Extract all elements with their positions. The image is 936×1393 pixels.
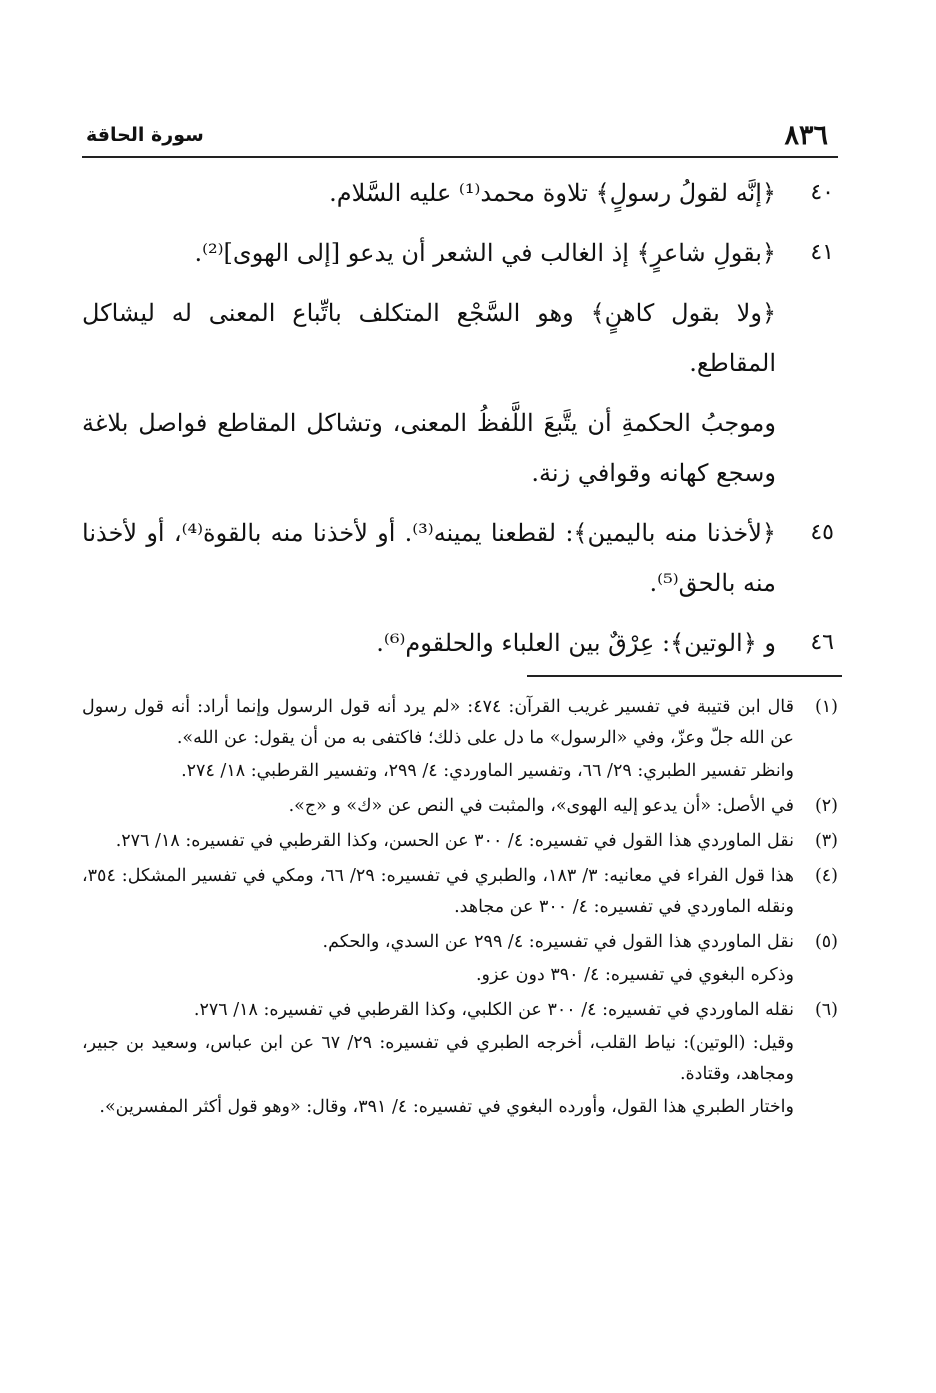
footnote-text: نقله الماوردي في تفسيره: ٤/ ٣٠٠ عن الكلبي، وكذا القرطبي في تفسيره: ١٨/ ٢٧٦.	[193, 1000, 794, 1020]
footnote-separator	[527, 675, 842, 677]
footnote-number: (٦)	[814, 1000, 838, 1020]
verse-commentary: ﴿إنَّه لقولُ رسولٍ﴾ تلاوة محمد⁽¹⁾ عليه السَّلام.	[329, 179, 776, 207]
footnote-text: وذكره البغوي في تفسيره: ٤/ ٣٩٠ دون عزو.	[475, 965, 794, 985]
footnote	[82, 927, 838, 991]
footnote-text: وانظر تفسير الطبري: ٢٩/ ٦٦، وتفسير الماوردي: ٤/ ٢٩٩، وتفسير القرطبي: ١٨/ ٢٧٤.	[181, 761, 794, 781]
footnote	[82, 861, 838, 923]
footnote-text: واختار الطبري هذا القول، وأورده البغوي في تفسيره: ٤/ ٣٩١، وقال: «وهو قول أكثر المفسرين».	[99, 1097, 794, 1117]
footnote	[82, 826, 838, 857]
main-text	[82, 168, 838, 678]
footnote-number: (١)	[814, 697, 838, 717]
footnote-number: (٤)	[814, 866, 838, 886]
verse-number: ٤١	[810, 240, 834, 265]
footnotes	[82, 692, 838, 1127]
footnote-text: نقل الماوردي هذا القول في تفسيره: ٤/ ٢٩٩ عن السدي، والحكم.	[322, 932, 794, 952]
footnote	[82, 692, 838, 787]
footnote-text: نقل الماوردي هذا القول في تفسيره: ٤/ ٣٠٠ عن الحسن، وكذا القرطبي في تفسيره: ١٨/ ٢٧٦.	[115, 831, 794, 851]
footnote	[82, 995, 838, 1123]
verse-number: ٤٦	[810, 630, 834, 655]
verse-commentary: و ﴿الوتين﴾: عِرْقٌ بين العلباء والحلقوم⁽⁶⁾.	[376, 629, 776, 657]
commentary-paragraph: ﴿ولا بقول كاهنٍ﴾ وهو السَّجْع المتكلف باتِّباع المعنى له ليشاكل المقاطع.	[82, 299, 777, 377]
footnote-text: وقيل: (الوتين): نياط القلب، أخرجه الطبري في تفسيره: ٢٩/ ٦٧ عن ابن عباس، وسعيد بن جبير، ومجاهد، وقتادة.	[82, 1033, 794, 1084]
footnote-number: (٣)	[814, 831, 838, 851]
verse-commentary: ﴿لأخذنا منه باليمين﴾: لقطعنا يمينه⁽³⁾. أو لأخذنا منه بالقوة⁽⁴⁾، أو لأخذنا منه بالحق⁽⁵⁾.	[82, 519, 776, 597]
verse-number: ٤٥	[810, 520, 834, 545]
footnote	[82, 791, 838, 822]
footnote-number: (٢)	[814, 796, 838, 816]
verse-entry	[82, 618, 838, 668]
verse-entry	[82, 508, 838, 608]
footnote-text: هذا قول الفراء في معانيه: ٣/ ١٨٣، والطبري في تفسيره: ٢٩/ ٦٦، ومكي في تفسير المشكل: ٣٥٤، ونقله الماوردي في تفسيره: ٤/ ٣٠٠ عن مجاهد.	[82, 866, 794, 917]
footnote-text: في الأصل: «أن يدعو إليه الهوى»، والمثبت في النص عن «ك» و «ج».	[288, 796, 794, 816]
footnote-text: قال ابن قتيبة في تفسير غريب القرآن: ٤٧٤: «لم يرد أنه قول الرسول وإنما أراد: أنه قول رسول عن الله جلّ وعزّ، وفي «الرسول» ما دل على ذلك؛ فاكتفى به من أن يقول: عن الله».	[82, 697, 794, 748]
footnote-number: (٥)	[814, 932, 838, 952]
commentary-paragraph: وموجبُ الحكمةِ أن يتَّبعَ اللَّفظُ المعنى، وتشاكل المقاطع فواصل بلاغة وسجع كهانه وقوافي زنة.	[82, 409, 776, 487]
verse-entry	[82, 228, 838, 278]
page-number: ٨٣٦	[784, 120, 828, 151]
page-header	[82, 118, 838, 158]
verse-entry	[82, 168, 838, 218]
verse-commentary: ﴿بقولِ شاعرٍ﴾ إذ الغالب في الشعر أن يدعو [إلى الهوى]⁽²⁾.	[194, 239, 776, 267]
verse-number: ٤٠	[810, 180, 834, 205]
surah-title: سورة الحاقة	[86, 124, 204, 146]
